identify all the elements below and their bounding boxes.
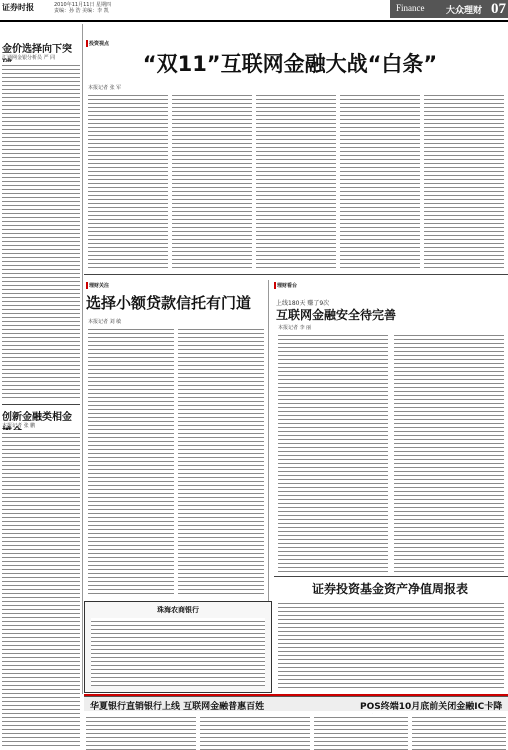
section-tag: 投资视点 — [86, 40, 110, 47]
bottom-headline: 华夏银行直销银行上线 互联网金融普惠百姓 — [90, 702, 265, 712]
fund-table-title: 证券投资基金资产净值周报表 — [311, 582, 468, 596]
bottom-headline: POS终端10月底前关闭金融IC卡降 — [360, 702, 503, 712]
section-name-en: Finance — [396, 3, 425, 13]
article-body — [424, 92, 504, 270]
feature-headline: “双11”互联网金融大战“白条” — [142, 52, 438, 76]
section-tag: 理财关注 — [86, 282, 110, 289]
bottom-headline-bar — [84, 696, 508, 711]
article-byline: 汇通网金银分析员 严 同 — [2, 55, 56, 61]
section-tag: 理财看台 — [274, 282, 298, 289]
article-byline: 本报记者 张 军 — [88, 85, 122, 91]
article-body — [88, 326, 174, 596]
newspaper-logo: 证券时报 — [2, 3, 34, 12]
fund-table — [278, 600, 504, 690]
issue-date: 2010年11月11日 星期四 — [54, 2, 112, 8]
article-body — [394, 332, 504, 572]
issue-info — [54, 2, 111, 14]
article-headline: 创新金融类相金 — [2, 412, 72, 423]
article-body — [340, 92, 420, 270]
feature-kicker: 上线180天 赚了9次 — [276, 300, 330, 307]
article-body — [88, 92, 168, 270]
article-body — [2, 62, 80, 400]
article-body — [86, 714, 196, 750]
feature-headline: 互联网金融安全待完善 — [276, 308, 397, 322]
article-body — [412, 714, 506, 750]
section-divider — [84, 274, 508, 275]
article-body — [2, 430, 80, 746]
page-number: 07 — [491, 1, 506, 17]
article-byline: 本报记者 张 鹏 — [2, 423, 36, 429]
article-body — [278, 332, 388, 572]
article-body — [178, 326, 264, 596]
issue-editors: 责编：孙 浩 美编：李 凯 — [54, 8, 109, 14]
table-divider — [274, 576, 508, 577]
section-name-cn: 大众理财 — [446, 6, 483, 16]
article-byline: 本报记者 李 丽 — [278, 325, 312, 331]
article-divider — [2, 404, 80, 405]
feature-headline: 选择小额贷款信托有门道 — [86, 294, 252, 312]
column-divider — [82, 24, 83, 694]
article-body — [172, 92, 252, 270]
article-body — [256, 92, 336, 270]
ad-box — [84, 601, 272, 693]
article-headline: 金价选择向下突 — [2, 44, 72, 55]
section-banner — [390, 0, 508, 18]
article-byline: 本报记者 刘 敏 — [88, 319, 122, 325]
article-body — [200, 714, 310, 750]
ad-body — [91, 618, 265, 686]
masthead — [0, 0, 508, 22]
article-body — [314, 714, 408, 750]
ad-title: 珠海农商银行 — [157, 606, 199, 614]
